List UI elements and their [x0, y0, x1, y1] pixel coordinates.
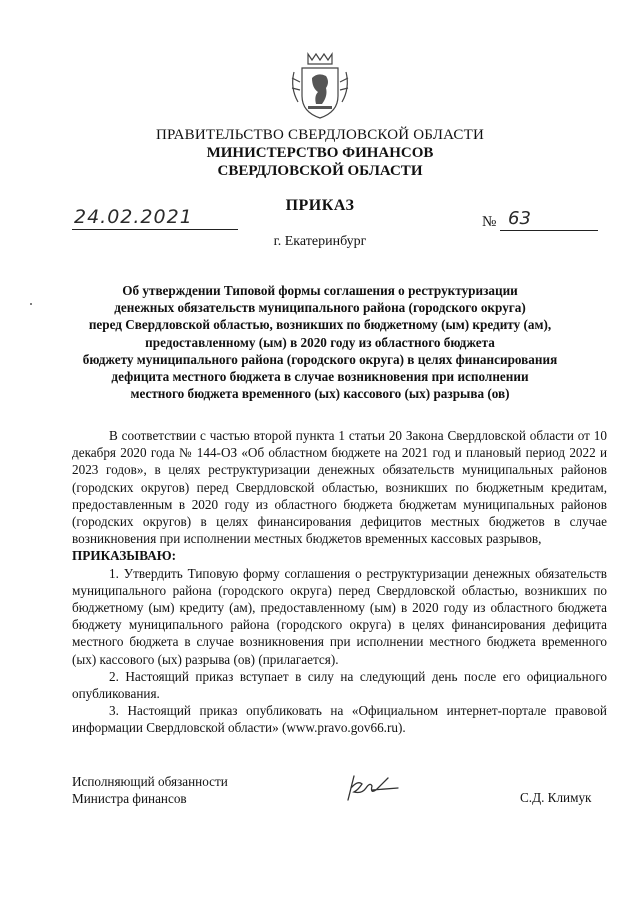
signatory-position [72, 773, 228, 807]
position-line: Министра финансов [72, 791, 187, 807]
scan-speck [30, 303, 32, 305]
title-line: предоставленному (ым) в 2020 году из областного бюджета [145, 334, 495, 350]
region-name: СВЕРДЛОВСКОЙ ОБЛАСТИ [217, 163, 423, 179]
order-title [70, 282, 570, 402]
title-line: бюджету муниципального района (городского округа) в целях финансирования [82, 351, 558, 367]
title-line: дефицита местного бюджета в случае возникновения при исполнении [111, 369, 529, 385]
city: г. Екатеринбург [273, 234, 367, 249]
number-label: № [482, 214, 497, 230]
title-line: перед Свердловской областью, возникших по бюджетному (ым) кредиту (ам), [88, 317, 552, 333]
date-underline [72, 228, 238, 230]
signatory-name: С.Д. Климук [520, 790, 592, 805]
handwritten-signature [342, 770, 406, 804]
position-line: Исполняющий обязанности [72, 774, 228, 789]
title-line: Об утверждении Типовой формы соглашения о реструктуризации [122, 283, 518, 298]
order-item-2: 2. Настоящий приказ вступает в силу на следующий день после его официального опубликования. [72, 668, 607, 702]
order-item-1: 1. Утвердить Типовую форму соглашения о реструктуризации денежных обязательств муниципального района (городского округа) перед Свердловской областью, возникших по бюджетному (ым) кредиту (ам), предоставленному (ым) в 2020 году из областного бюджета бюджету муниципального района (городского округа) в целях финансирования дефицита местного бюджета в случае возникновения при исполнении местного бюджета временного (ых) кассового (ых) разрыва (ов) (прилагается). [72, 565, 607, 667]
title-line: местного бюджета временного (ых) кассового (ых) разрыва (ов) [130, 386, 510, 402]
number-underline [500, 229, 598, 231]
order-word: ПРИКАЗЫВАЮ: [72, 548, 176, 564]
order-body [72, 427, 607, 737]
document-type: ПРИКАЗ [285, 197, 355, 214]
preamble: В соответствии с частью второй пункта 1 статьи 20 Закона Свердловской области от 10 декабря 2020 года № 144-ОЗ «Об областном бюджете на 2021 год и плановый период 2022 и 2023 годов», в целях реструктуризации денежных обязательств муниципальных районов (городских округов) перед Свердловской областью, возникших по бюджетным кредитам, предоставленным в 2020 году из областного бюджета бюджетам муниципальных районов (городских округов) в целях финансирования дефицитов местных бюджетов в случае возникновения при исполнении местных бюджетов временных кассовых разрывов, [72, 428, 607, 547]
order-number: 63 [508, 208, 531, 229]
coat-of-arms-icon [288, 48, 352, 124]
title-line: денежных обязательств муниципального района (городского округа) [114, 300, 526, 316]
order-item-3: 3. Настоящий приказ опубликовать на «Официальном интернет-портале правовой информации Свердловской области» (www.pravo.gov66.ru). [72, 703, 607, 736]
order-date: 24.02.2021 [74, 206, 193, 228]
ministry-name: МИНИСТЕРСТВО ФИНАНСОВ [206, 145, 434, 161]
government-name: ПРАВИТЕЛЬСТВО СВЕРДЛОВСКОЙ ОБЛАСТИ [155, 127, 485, 143]
